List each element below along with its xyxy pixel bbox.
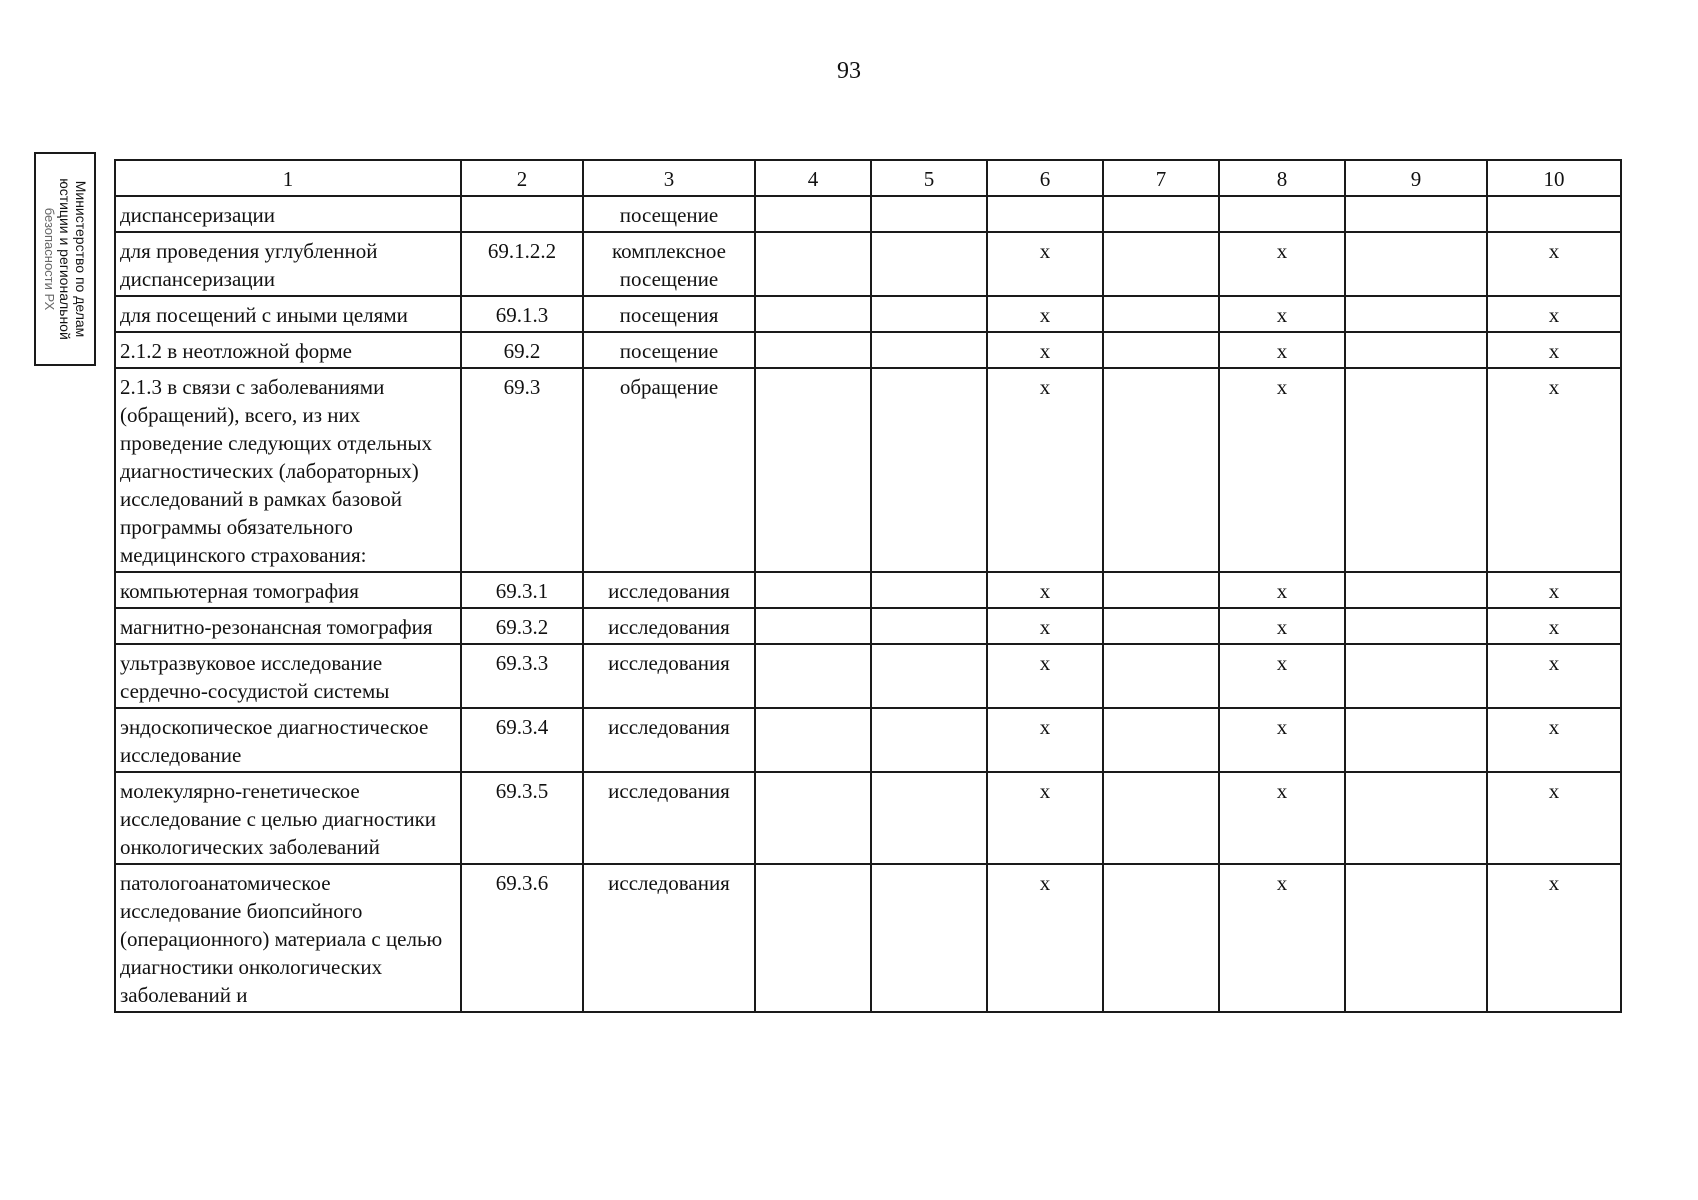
- empty-cell: [755, 772, 871, 864]
- unit-cell: комплексное посещение: [583, 232, 755, 296]
- row-number-cell: 69.3.3: [461, 644, 583, 708]
- unit-cell: обращение: [583, 368, 755, 572]
- empty-cell: [1103, 332, 1219, 368]
- empty-cell: [1345, 196, 1487, 232]
- empty-cell: [871, 572, 987, 608]
- empty-cell: [871, 772, 987, 864]
- col8-cell: x: [1219, 708, 1345, 772]
- column-header: 5: [871, 160, 987, 196]
- row-number-cell: 69.1.2.2: [461, 232, 583, 296]
- col10-cell: x: [1487, 572, 1621, 608]
- empty-cell: [1103, 572, 1219, 608]
- col6-cell: x: [987, 708, 1103, 772]
- col6-cell: x: [987, 572, 1103, 608]
- column-header: 8: [1219, 160, 1345, 196]
- row-number-cell: 69.3.6: [461, 864, 583, 1012]
- indicator-name-cell: диспансеризации: [115, 196, 461, 232]
- empty-cell: [1103, 644, 1219, 708]
- col6-cell: x: [987, 232, 1103, 296]
- stamp-line: юстиции и региональной: [57, 178, 73, 340]
- empty-cell: [1345, 332, 1487, 368]
- table-row: [115, 644, 1621, 708]
- empty-cell: [871, 232, 987, 296]
- empty-cell: [755, 296, 871, 332]
- unit-cell: посещение: [583, 332, 755, 368]
- table-row: [115, 232, 1621, 296]
- empty-cell: [1345, 608, 1487, 644]
- table-row: [115, 708, 1621, 772]
- empty-cell: [871, 708, 987, 772]
- row-number-cell: 69.3.5: [461, 772, 583, 864]
- col6-cell: x: [987, 332, 1103, 368]
- stamp-line: безопасности РХ: [42, 207, 57, 311]
- col8-cell: x: [1219, 232, 1345, 296]
- empty-cell: [755, 332, 871, 368]
- indicator-name-cell: эндоскопическое диагностическое исследование: [115, 708, 461, 772]
- table-row: [115, 196, 1621, 232]
- stamp-line: Министерство по делам: [73, 180, 89, 338]
- col10-cell: x: [1487, 368, 1621, 572]
- indicator-name-cell: молекулярно-генетическое исследование с целью диагностики онкологических заболеваний: [115, 772, 461, 864]
- column-header: 7: [1103, 160, 1219, 196]
- col10-cell: x: [1487, 644, 1621, 708]
- stamp-text: [41, 152, 89, 366]
- col6-cell: x: [987, 608, 1103, 644]
- column-header: 2: [461, 160, 583, 196]
- table-row: [115, 772, 1621, 864]
- indicator-name-cell: компьютерная томография: [115, 572, 461, 608]
- col6-cell: [987, 196, 1103, 232]
- table-row: [115, 332, 1621, 368]
- col8-cell: x: [1219, 864, 1345, 1012]
- indicator-name-cell: для посещений с иными целями: [115, 296, 461, 332]
- col8-cell: x: [1219, 772, 1345, 864]
- table-row: [115, 572, 1621, 608]
- empty-cell: [1345, 772, 1487, 864]
- empty-cell: [871, 644, 987, 708]
- col10-cell: x: [1487, 608, 1621, 644]
- unit-cell: посещения: [583, 296, 755, 332]
- col6-cell: x: [987, 368, 1103, 572]
- column-header: 6: [987, 160, 1103, 196]
- table-row: [115, 296, 1621, 332]
- empty-cell: [871, 608, 987, 644]
- col8-cell: x: [1219, 368, 1345, 572]
- unit-cell: исследования: [583, 708, 755, 772]
- column-header: 4: [755, 160, 871, 196]
- empty-cell: [871, 368, 987, 572]
- unit-cell: исследования: [583, 864, 755, 1012]
- data-table: [114, 159, 1622, 1013]
- col10-cell: x: [1487, 772, 1621, 864]
- empty-cell: [755, 572, 871, 608]
- empty-cell: [1103, 864, 1219, 1012]
- indicator-name-cell: патологоанатомическое исследование биопсийного (операционного) материала с целью диагностики онкологических заболеваний и: [115, 864, 461, 1012]
- unit-cell: исследования: [583, 772, 755, 864]
- empty-cell: [755, 232, 871, 296]
- empty-cell: [1103, 368, 1219, 572]
- row-number-cell: 69.2: [461, 332, 583, 368]
- row-number-cell: 69.3.1: [461, 572, 583, 608]
- header-row: [115, 160, 1621, 196]
- unit-cell: исследования: [583, 572, 755, 608]
- empty-cell: [1103, 196, 1219, 232]
- col10-cell: [1487, 196, 1621, 232]
- unit-cell: посещение: [583, 196, 755, 232]
- table-row: [115, 608, 1621, 644]
- col8-cell: x: [1219, 644, 1345, 708]
- col8-cell: [1219, 196, 1345, 232]
- empty-cell: [755, 644, 871, 708]
- empty-cell: [1345, 864, 1487, 1012]
- empty-cell: [1345, 644, 1487, 708]
- col10-cell: x: [1487, 332, 1621, 368]
- indicator-name-cell: 2.1.2 в неотложной форме: [115, 332, 461, 368]
- empty-cell: [871, 196, 987, 232]
- empty-cell: [1103, 772, 1219, 864]
- unit-cell: исследования: [583, 644, 755, 708]
- col10-cell: x: [1487, 708, 1621, 772]
- registration-stamp: [34, 152, 96, 366]
- empty-cell: [755, 864, 871, 1012]
- empty-cell: [871, 296, 987, 332]
- col10-cell: x: [1487, 864, 1621, 1012]
- empty-cell: [755, 368, 871, 572]
- page-number: 93: [837, 58, 861, 84]
- empty-cell: [755, 708, 871, 772]
- col8-cell: x: [1219, 608, 1345, 644]
- empty-cell: [755, 196, 871, 232]
- col8-cell: x: [1219, 332, 1345, 368]
- row-number-cell: 69.3: [461, 368, 583, 572]
- col8-cell: x: [1219, 572, 1345, 608]
- column-header: 3: [583, 160, 755, 196]
- empty-cell: [871, 332, 987, 368]
- empty-cell: [1345, 368, 1487, 572]
- table-row: [115, 368, 1621, 572]
- empty-cell: [1103, 708, 1219, 772]
- empty-cell: [1103, 608, 1219, 644]
- col6-cell: x: [987, 644, 1103, 708]
- col10-cell: x: [1487, 232, 1621, 296]
- column-header: 9: [1345, 160, 1487, 196]
- col6-cell: x: [987, 864, 1103, 1012]
- row-number-cell: [461, 196, 583, 232]
- col6-cell: x: [987, 772, 1103, 864]
- indicator-name-cell: ультразвуковое исследование сердечно-сосудистой системы: [115, 644, 461, 708]
- col8-cell: x: [1219, 296, 1345, 332]
- indicator-name-cell: 2.1.3 в связи с заболеваниями (обращений), всего, из них проведение следующих отдельных диагностических (лабораторных) исследований в рамках базовой программы обязательного медицинского страхования:: [115, 368, 461, 572]
- empty-cell: [1345, 232, 1487, 296]
- column-header: 10: [1487, 160, 1621, 196]
- empty-cell: [871, 864, 987, 1012]
- indicator-name-cell: магнитно-резонансная томография: [115, 608, 461, 644]
- row-number-cell: 69.3.4: [461, 708, 583, 772]
- empty-cell: [755, 608, 871, 644]
- empty-cell: [1345, 296, 1487, 332]
- table-row: [115, 864, 1621, 1012]
- col6-cell: x: [987, 296, 1103, 332]
- empty-cell: [1103, 232, 1219, 296]
- empty-cell: [1345, 708, 1487, 772]
- indicator-name-cell: для проведения углубленной диспансеризации: [115, 232, 461, 296]
- col10-cell: x: [1487, 296, 1621, 332]
- row-number-cell: 69.3.2: [461, 608, 583, 644]
- row-number-cell: 69.1.3: [461, 296, 583, 332]
- empty-cell: [1103, 296, 1219, 332]
- empty-cell: [1345, 572, 1487, 608]
- unit-cell: исследования: [583, 608, 755, 644]
- column-header: 1: [115, 160, 461, 196]
